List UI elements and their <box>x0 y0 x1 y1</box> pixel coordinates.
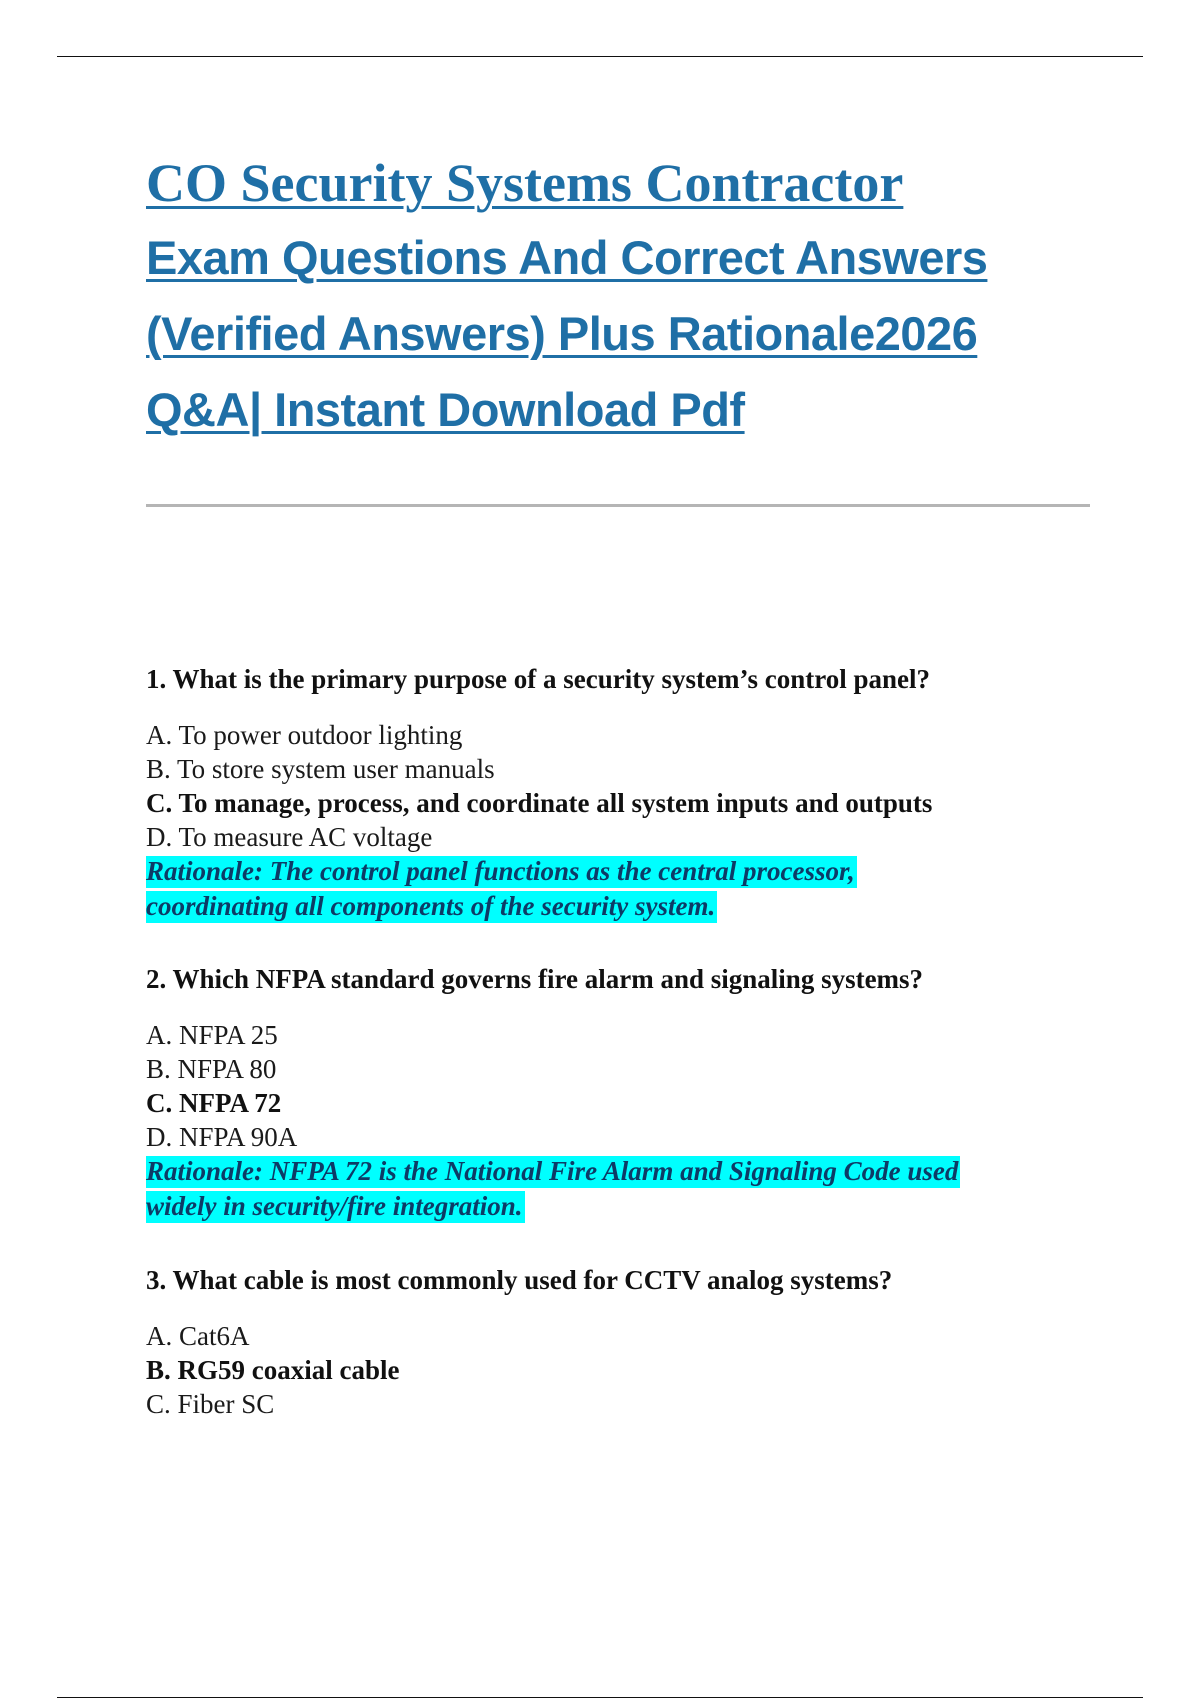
question-block-2 <box>146 962 1146 1224</box>
answer-option-a: A. To power outdoor lighting <box>146 720 463 750</box>
question-block-1 <box>146 662 1146 924</box>
rationale-line-2: coordinating all components of the security system. <box>146 891 716 921</box>
title-line-2[interactable]: Exam Questions And Correct Answers <box>146 231 988 284</box>
rationale-line-1: Rationale: The control panel functions as the central processor, <box>146 856 855 886</box>
title-divider <box>146 504 1090 507</box>
answer-option-d: D. NFPA 90A <box>146 1122 298 1152</box>
question-block-3 <box>146 1263 1146 1421</box>
answer-option-d: D. To measure AC voltage <box>146 822 433 852</box>
answer-option-a: A. Cat6A <box>146 1321 250 1351</box>
title-line-1[interactable]: CO Security Systems Contractor <box>146 153 904 213</box>
answer-option-a: A. NFPA 25 <box>146 1020 278 1050</box>
answer-option-c: C. Fiber SC <box>146 1389 275 1419</box>
correct-answer-option-c: C. To manage, process, and coordinate all system inputs and outputs <box>146 788 933 818</box>
correct-answer-option-b: B. RG59 coaxial cable <box>146 1355 400 1385</box>
rationale <box>146 854 1146 924</box>
rationale <box>146 1154 1146 1224</box>
question-text: 1. What is the primary purpose of a security system’s control panel? <box>146 664 930 694</box>
footer-rule <box>57 1697 1143 1698</box>
title-line-4[interactable]: Q&A| Instant Download Pdf <box>146 383 745 436</box>
title-line-3[interactable]: (Verified Answers) Plus Rationale2026 <box>146 307 978 360</box>
answer-option-b: B. To store system user manuals <box>146 754 495 784</box>
correct-answer-option-c: C. NFPA 72 <box>146 1088 282 1118</box>
header-rule <box>57 56 1143 57</box>
document-title[interactable] <box>146 146 1106 448</box>
answer-option-b: B. NFPA 80 <box>146 1054 277 1084</box>
rationale-line-1: Rationale: NFPA 72 is the National Fire Alarm and Signaling Code used <box>146 1156 959 1186</box>
rationale-line-2: widely in security/fire integration. <box>146 1191 523 1221</box>
question-text: 3. What cable is most commonly used for CCTV analog systems? <box>146 1265 893 1295</box>
question-text: 2. Which NFPA standard governs fire alarm and signaling systems? <box>146 964 924 994</box>
